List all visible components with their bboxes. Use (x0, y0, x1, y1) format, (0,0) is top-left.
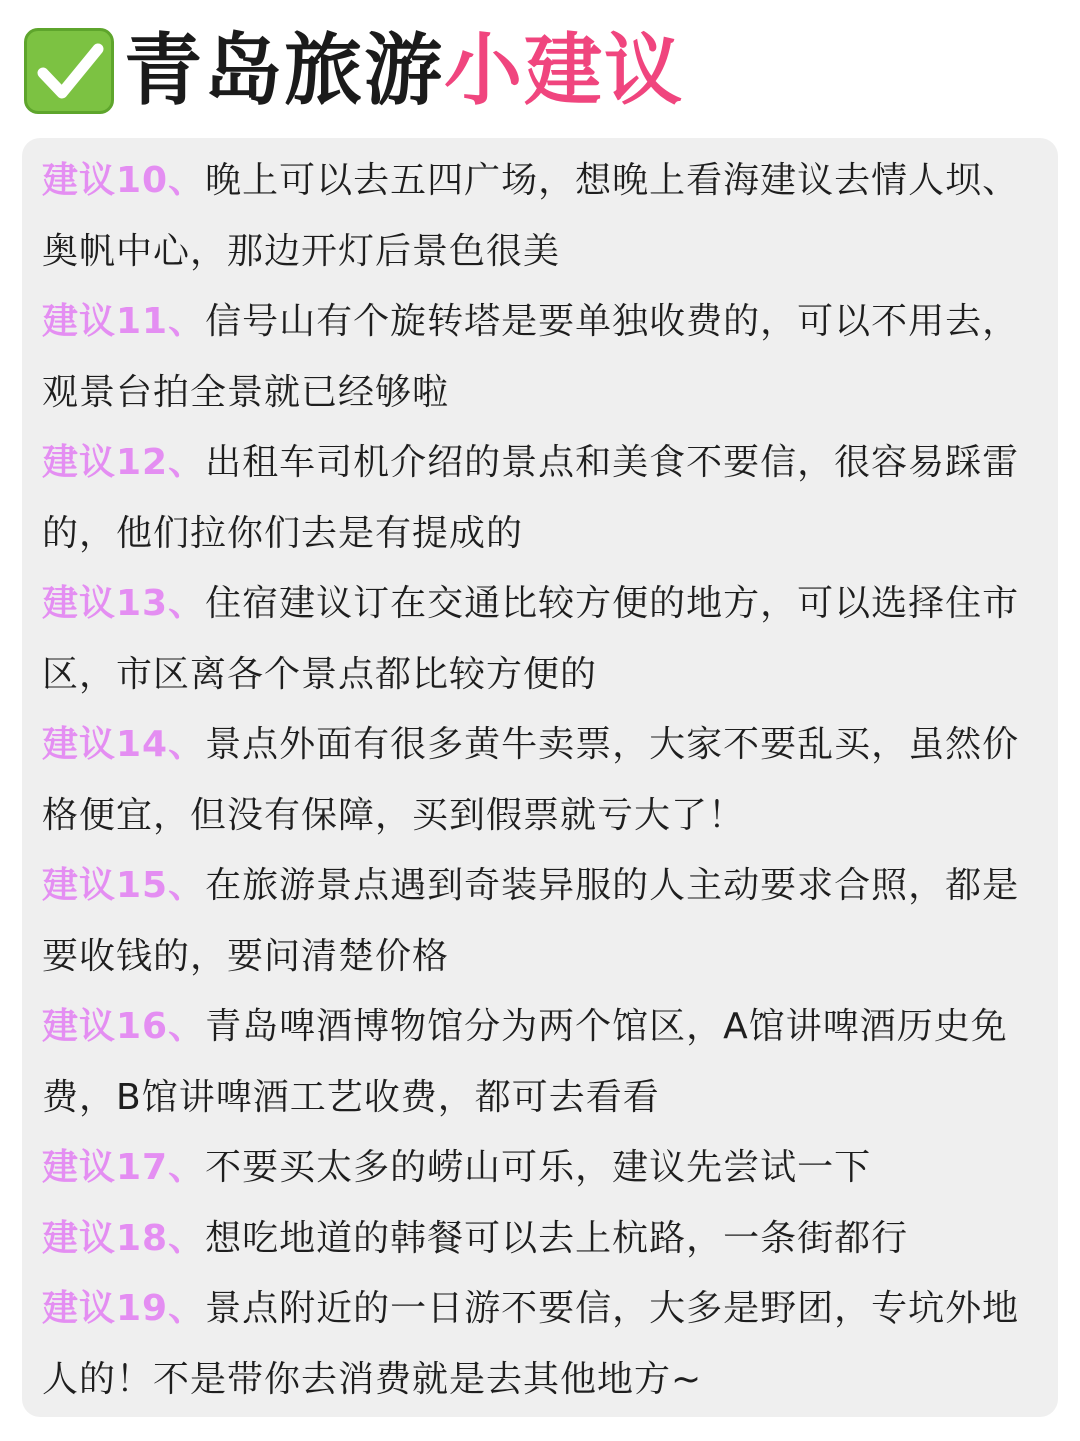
tip-item-19 (42, 1274, 1040, 1415)
tip-label: 建议11、 (42, 301, 206, 342)
tip-text: 出租车司机介绍的景点和美食不要信，很容易踩雷的，他们拉你们去是有提成的 (42, 442, 1020, 554)
page-header (24, 26, 684, 116)
page-title (124, 26, 684, 116)
tip-item-13 (42, 569, 1040, 710)
title-main: 青岛旅游 (124, 26, 445, 116)
tip-text: 青岛啤酒博物馆分为两个馆区，A馆讲啤酒历史免费，B馆讲啤酒工艺收费，都可去看看 (42, 1006, 1008, 1118)
tip-text: 信号山有个旋转塔是要单独收费的，可以不用去，观景台拍全景就已经够啦 (42, 301, 1020, 413)
tip-text: 景点外面有很多黄牛卖票，大家不要乱买，虽然价格便宜，但没有保障，买到假票就亏大了！ (42, 724, 1020, 836)
tip-label: 建议19、 (42, 1288, 206, 1329)
tip-label: 建议13、 (42, 583, 206, 624)
tip-item-12 (42, 428, 1040, 569)
tip-item-14 (42, 710, 1040, 851)
tip-text: 不要买太多的崂山可乐，建议先尝试一下 (205, 1147, 872, 1188)
check-mark-glyph (35, 37, 105, 107)
tip-label: 建议10、 (42, 160, 206, 201)
tip-text: 景点附近的一日游不要信，大多是野团，专坑外地人的！不是带你去消费就是去其他地方~ (42, 1288, 1020, 1400)
tip-item-10 (42, 146, 1040, 287)
tip-item-17 (42, 1133, 1040, 1204)
title-accent: 小建议 (444, 26, 685, 116)
tip-label: 建议15、 (42, 865, 206, 906)
check-mark-icon (24, 28, 114, 114)
tip-text: 住宿建议订在交通比较方便的地方，可以选择住市区，市区离各个景点都比较方便的 (42, 583, 1020, 695)
tip-item-15 (42, 851, 1040, 992)
tip-item-16 (42, 992, 1040, 1133)
tip-label: 建议18、 (42, 1217, 206, 1259)
tip-item-11 (42, 287, 1040, 428)
tip-label: 建议17、 (42, 1147, 206, 1188)
tip-label: 建议12、 (42, 442, 206, 483)
tips-card (22, 138, 1058, 1417)
tip-label: 建议16、 (42, 1006, 206, 1047)
tip-text: 想吃地道的韩餐可以去上杭路，一条街都行 (205, 1217, 909, 1259)
tip-label: 建议14、 (42, 724, 206, 765)
tip-text: 晚上可以去五四广场，想晚上看海建议去情人坝、奥帆中心，那边开灯后景色很美 (42, 160, 1020, 272)
tip-text: 在旅游景点遇到奇装异服的人主动要求合照，都是要收钱的，要问清楚价格 (42, 865, 1020, 977)
tip-item-18 (42, 1204, 1040, 1275)
